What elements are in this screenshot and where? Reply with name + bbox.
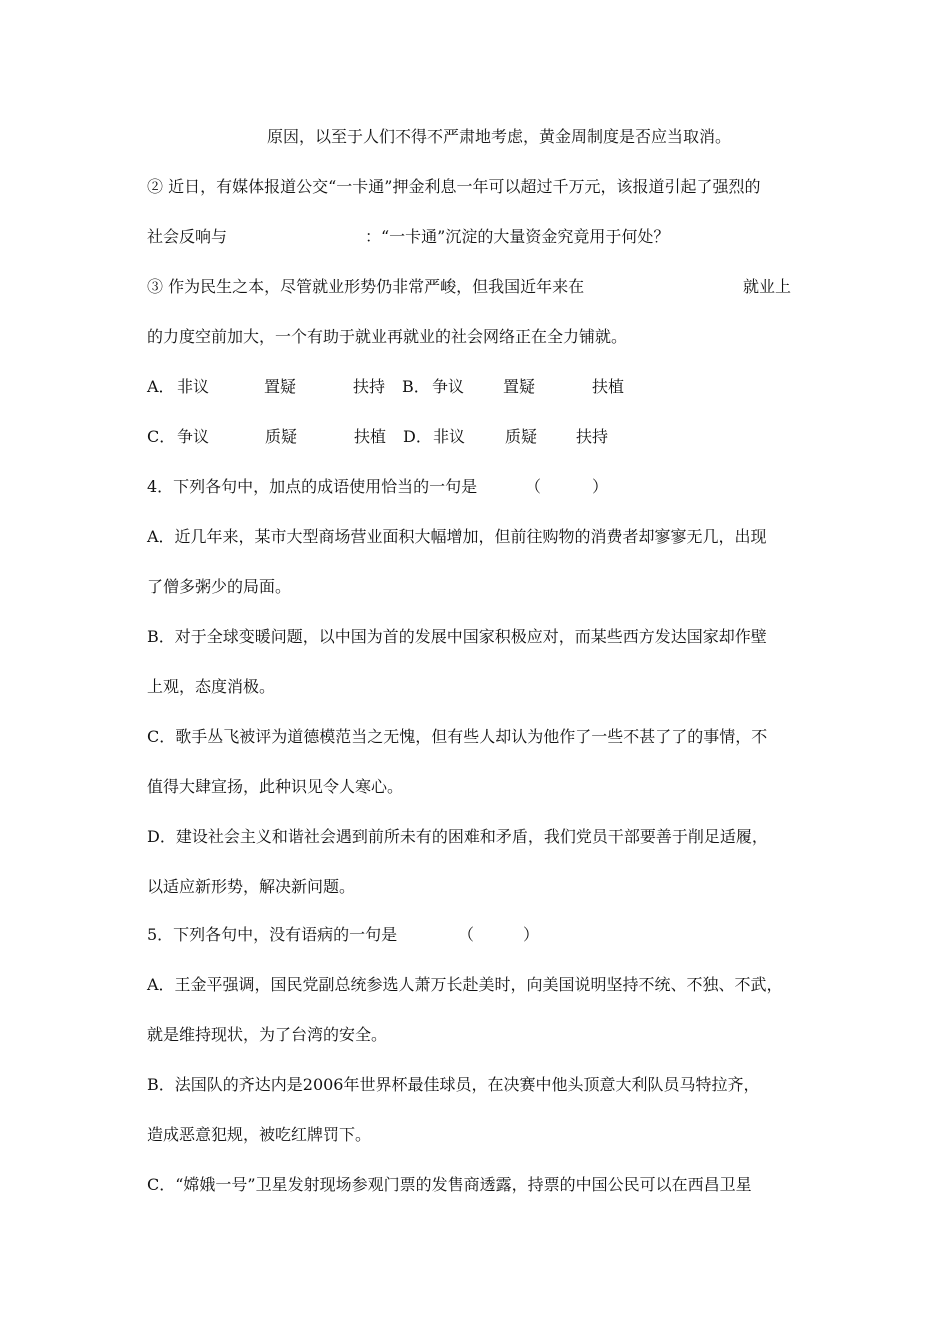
option-a-word2: 置疑 [264, 377, 297, 396]
q3-item3-line1 [147, 277, 847, 297]
text-after-blank: 就业上 [743, 277, 792, 296]
q5-option-b-line1: B．法国队的齐达内是2006年世界杯最佳球员，在决赛中他头顶意大利队员马特拉齐， [147, 1075, 760, 1094]
q5-stem [147, 925, 647, 945]
option-b-word2: 置疑 [503, 377, 536, 396]
option-a-word1: 非议 [177, 377, 210, 396]
q4-stem [147, 477, 647, 497]
q3-item2-line1: ② 近日，有媒体报道公交“一卡通”押金利息一年可以超过千万元，该报道引起了强烈的 [147, 177, 761, 196]
option-a-word3: 扶持 [353, 377, 386, 396]
q5-option-a-line1: A．王金平强调，国民党副总统参选人萧万长赴美时，向美国说明坚持不统、不独、不武， [147, 975, 783, 994]
option-c-word3: 扶植 [354, 427, 387, 446]
q4-option-d-line2: 以适应新形势，解决新问题。 [147, 877, 356, 896]
question-stem: 5．下列各句中，没有语病的一句是 [147, 925, 398, 944]
option-letter-d: D． [403, 427, 432, 446]
q4-option-c-line2: 值得大肆宣扬，此种识见令人寒心。 [147, 777, 404, 796]
q3-options-row-cd [147, 427, 747, 447]
q4-option-a-line2: 了僧多粥少的局面。 [147, 577, 292, 596]
option-letter-c: C． [147, 427, 176, 446]
option-c-word1: 争议 [177, 427, 210, 446]
q3-item3-line2: 的力度空前加大，一个有助于就业再就业的社会网络正在全力铺就。 [147, 327, 628, 346]
text-line: 原因，以至于人们不得不严肃地考虑，黄金周制度是否应当取消。 [267, 127, 732, 146]
q4-option-a-line1: A．近几年来，某市大型商场营业面积大幅增加，但前往购物的消费者却寥寥无几，出现 [147, 527, 767, 546]
q4-option-d-line1: D．建设社会主义和谐社会遇到前所未有的困难和矛盾，我们党员干部要善于削足适履， [147, 827, 768, 846]
q5-option-c-line1: C．“嫦娥一号”卫星发射现场参观门票的发售商透露，持票的中国公民可以在西昌卫星 [147, 1175, 752, 1194]
q5-option-a-line2: 就是维持现状，为了台湾的安全。 [147, 1025, 388, 1044]
option-d-word2: 质疑 [505, 427, 538, 446]
q5-option-b-line2: 造成恶意犯规，被吃红牌罚下。 [147, 1125, 372, 1144]
q4-option-b-line1: B．对于全球变暖问题，以中国为首的发展中国家积极应对，而某些西方发达国家却作壁 [147, 627, 767, 646]
answer-paren-close: ） [523, 925, 540, 944]
q4-option-c-line1: C．歌手丛飞被评为道德模范当之无愧，但有些人却认为他作了一些不甚了了的事情，不 [147, 727, 768, 746]
answer-paren-open: （ [525, 477, 542, 496]
option-b-word1: 争议 [432, 377, 465, 396]
q4-option-b-line2: 上观，态度消极。 [147, 677, 276, 696]
q3-item2-line2 [147, 227, 847, 247]
q3-options-row-ab [147, 377, 747, 397]
option-letter-b: B． [402, 377, 430, 396]
option-letter-a: A． [147, 377, 175, 396]
option-c-word2: 质疑 [265, 427, 298, 446]
text-before-blank: 社会反响与 [147, 227, 228, 246]
question-stem: 4．下列各句中，加点的成语使用恰当的一句是 [147, 477, 478, 496]
option-d-word3: 扶持 [576, 427, 609, 446]
text-before-blank: ③ 作为民生之本，尽管就业形势仍非常严峻，但我国近年来在 [147, 277, 585, 296]
answer-paren-close: ） [592, 477, 609, 496]
answer-paren-open: （ [458, 925, 475, 944]
text-after-blank: ：“一卡通”沉淀的大量资金究竟用于何处？ [365, 227, 670, 246]
option-d-word1: 非议 [433, 427, 466, 446]
option-b-word3: 扶植 [592, 377, 625, 396]
